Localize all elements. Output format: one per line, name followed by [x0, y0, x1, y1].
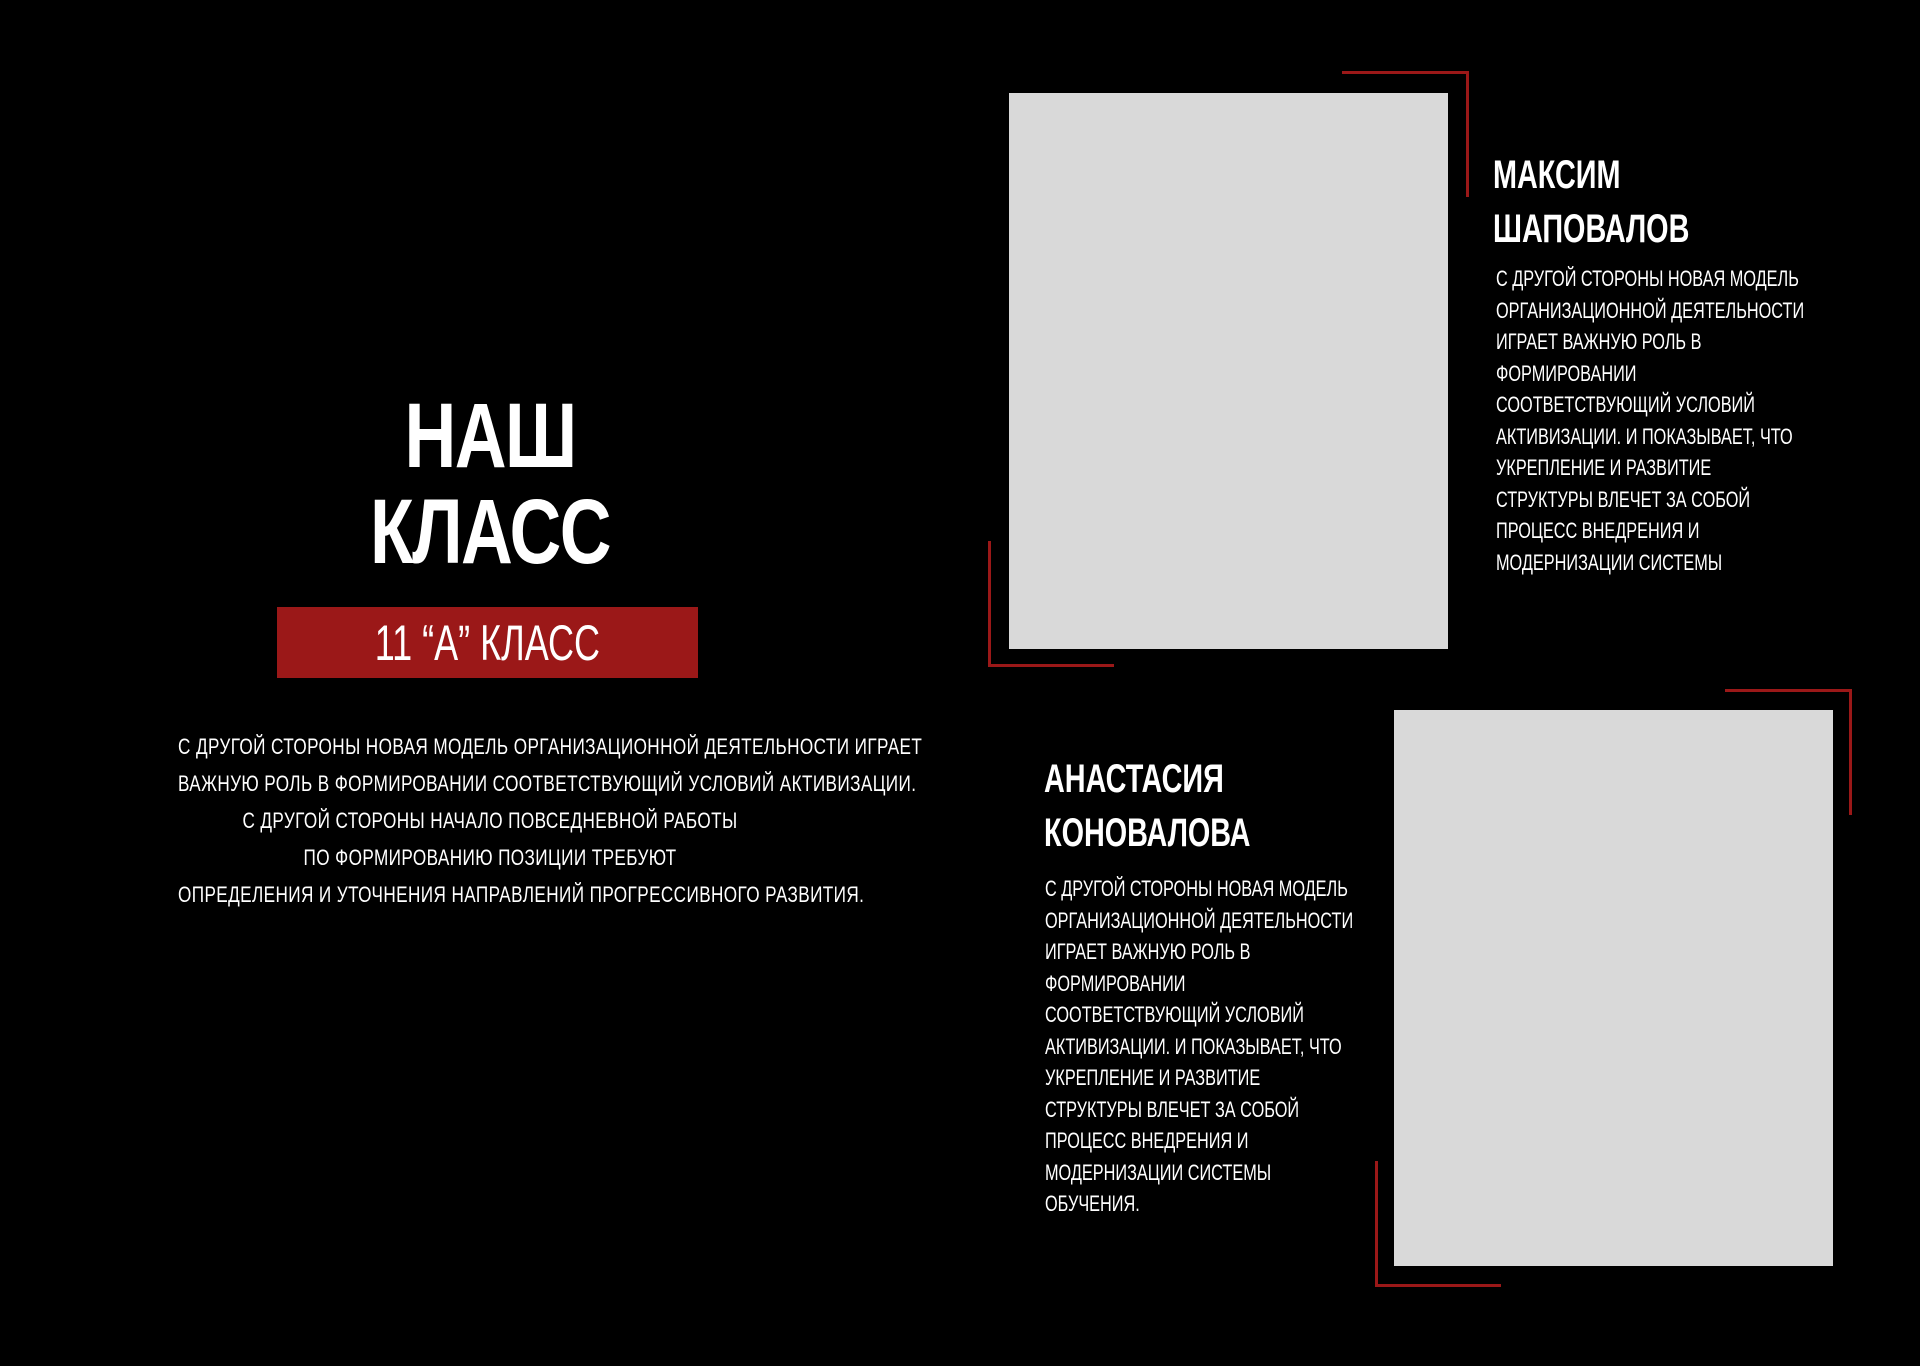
photo-placeholder-anastasia	[1394, 710, 1833, 1266]
frame-line	[988, 541, 991, 667]
photo-placeholder-maksim	[1009, 93, 1448, 649]
frame-line	[1342, 71, 1469, 74]
class-badge	[277, 607, 698, 678]
intro-line: ВАЖНУЮ РОЛЬ В ФОРМИРОВАНИИ СООТВЕТСТВУЮЩИЙ УСЛОВИЙ АКТИВИЗАЦИИ.	[178, 771, 917, 796]
bio-line: С ДРУГОЙ СТОРОНЫ НОВАЯ МОДЕЛЬ	[1496, 266, 1799, 291]
title-line-2: КЛАСС	[369, 481, 611, 583]
bio-line: МОДЕРНИЗАЦИИ СИСТЕМЫ	[1496, 549, 1723, 575]
intro-line: С ДРУГОЙ СТОРОНЫ НАЧАЛО ПОВСЕДНЕВНОЙ РАБОТЫ	[242, 808, 738, 833]
bio-line: СТРУКТУРЫ ВЛЕЧЕТ ЗА СОБОЙ	[1496, 486, 1751, 512]
title-line-1: НАШ	[404, 385, 576, 487]
bio-line: ФОРМИРОВАНИИ	[1045, 970, 1186, 996]
bio-line: ОБУЧЕНИЯ.	[1045, 1191, 1140, 1216]
bio-line: СООТВЕТСТВУЮЩИЙ УСЛОВИЙ	[1045, 1002, 1304, 1027]
intro-line: С ДРУГОЙ СТОРОНЫ НОВАЯ МОДЕЛЬ ОРГАНИЗАЦИОННОЙ ДЕЯТЕЛЬНОСТИ ИГРАЕТ	[178, 734, 923, 759]
frame-line	[988, 664, 1114, 667]
person-name-anastasia	[1044, 752, 1250, 860]
bio-line: ОРГАНИЗАЦИОННОЙ ДЕЯТЕЛЬНОСТИ	[1496, 297, 1805, 323]
bio-line: УКРЕПЛЕНИЕ И РАЗВИТИЕ	[1496, 455, 1712, 480]
person-last-name: КОНОВАЛОВА	[1044, 811, 1251, 855]
intro-line: ПО ФОРМИРОВАНИЮ ПОЗИЦИИ ТРЕБУЮТ	[303, 845, 677, 870]
person-first-name: АНАСТАСИЯ	[1044, 757, 1224, 801]
bio-line: ПРОЦЕСС ВНЕДРЕНИЯ И	[1045, 1128, 1249, 1153]
bio-line: МОДЕРНИЗАЦИИ СИСТЕМЫ	[1045, 1159, 1272, 1185]
frame-line	[1375, 1161, 1378, 1287]
frame-line	[1466, 71, 1469, 197]
bio-line: С ДРУГОЙ СТОРОНЫ НОВАЯ МОДЕЛЬ	[1045, 876, 1348, 901]
bio-line: ИГРАЕТ ВАЖНУЮ РОЛЬ В	[1045, 939, 1251, 964]
bio-line: АКТИВИЗАЦИИ. И ПОКАЗЫВАЕТ, ЧТО	[1496, 423, 1793, 449]
person-last-name: ШАПОВАЛОВ	[1493, 207, 1690, 251]
bio-line: ПРОЦЕСС ВНЕДРЕНИЯ И	[1496, 518, 1700, 543]
bio-line: АКТИВИЗАЦИИ. И ПОКАЗЫВАЕТ, ЧТО	[1045, 1033, 1342, 1059]
intro-line: ОПРЕДЕЛЕНИЯ И УТОЧНЕНИЯ НАПРАВЛЕНИЙ ПРОГРЕССИВНОГО РАЗВИТИЯ.	[178, 882, 865, 907]
bio-line: СООТВЕТСТВУЮЩИЙ УСЛОВИЙ	[1496, 392, 1755, 417]
bio-line: УКРЕПЛЕНИЕ И РАЗВИТИЕ	[1045, 1065, 1261, 1090]
bio-line: СТРУКТУРЫ ВЛЕЧЕТ ЗА СОБОЙ	[1045, 1096, 1300, 1122]
class-badge-label: 11 “А” КЛАСС	[374, 614, 601, 671]
intro-text	[90, 728, 923, 913]
bio-line: ИГРАЕТ ВАЖНУЮ РОЛЬ В	[1496, 329, 1702, 354]
bio-line: ФОРМИРОВАНИИ	[1496, 360, 1637, 386]
frame-line	[1725, 689, 1852, 692]
person-bio-maksim	[1496, 263, 1804, 578]
person-first-name: МАКСИМ	[1493, 153, 1621, 197]
person-bio-anastasia	[1045, 873, 1353, 1220]
bio-line: ОРГАНИЗАЦИОННОЙ ДЕЯТЕЛЬНОСТИ	[1045, 907, 1354, 933]
frame-line	[1375, 1284, 1501, 1287]
page-title	[270, 385, 710, 583]
frame-line	[1849, 689, 1852, 815]
person-name-maksim	[1493, 148, 1689, 256]
